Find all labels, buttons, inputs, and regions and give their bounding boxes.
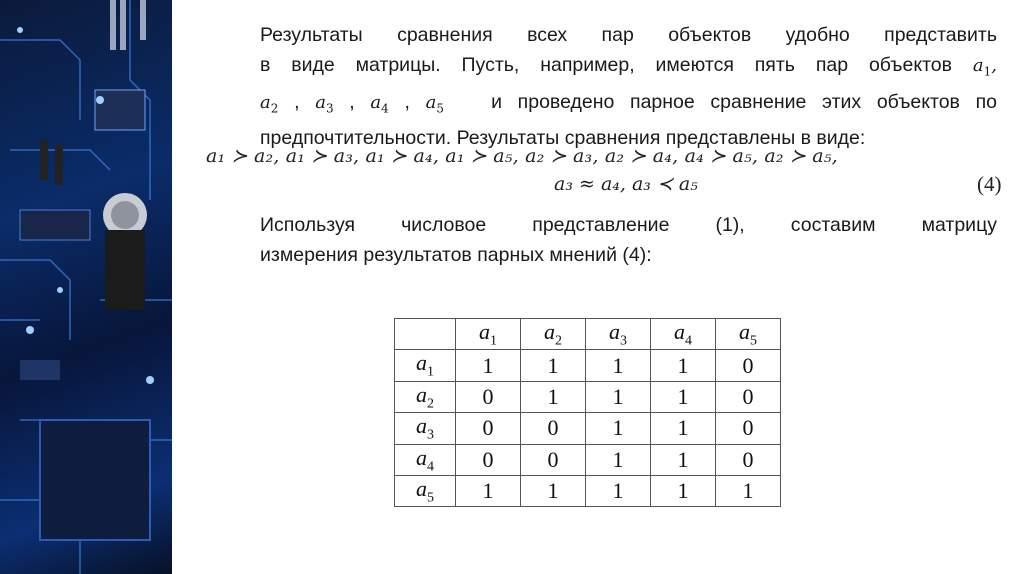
row-header: $a_5$ — [395, 475, 456, 506]
intro-paragraph — [200, 20, 997, 153]
intro-line-2-text: в виде матрицы. Пусть, например, имеются пять пар объектов — [260, 54, 953, 76]
row-header: $a_3$ — [395, 413, 456, 444]
matrix-cell: 1 — [651, 444, 716, 475]
matrix-cell: 1 — [651, 350, 716, 381]
matrix-row — [395, 413, 781, 444]
matrix-row — [395, 475, 781, 506]
matrix-cell: 0 — [456, 413, 521, 444]
matrix-header-row — [395, 319, 781, 350]
matrix-cell: 0 — [716, 381, 781, 412]
matrix-cell: 0 — [716, 350, 781, 381]
matrix-cell: 0 — [521, 444, 586, 475]
formula-line-1: a₁ ≻ a₂, a₁ ≻ a₃, a₁ ≻ a₄, a₁ ≻ a₅, a₂ ≻ a₃, a₂ ≻ a₄, a₄ ≻ a₅, a₂ ≻ a₅, — [206, 145, 838, 167]
row-header: $a_4$ — [395, 444, 456, 475]
matrix-cell: 0 — [716, 413, 781, 444]
matrix-cell: 0 — [456, 381, 521, 412]
matrix-cell: 1 — [651, 413, 716, 444]
circuit-board-image — [0, 0, 172, 574]
matrix-cell: 1 — [521, 381, 586, 412]
row-header: $a_1$ — [395, 350, 456, 381]
matrix-cell: 0 — [716, 444, 781, 475]
matrix-cell: 1 — [651, 381, 716, 412]
intro-line-2: в виде матрицы. Пусть, например, имеются пять пар объектов $a_1$, — [260, 54, 997, 79]
matrix-cell: 1 — [716, 475, 781, 506]
matrix-cell: 1 — [586, 413, 651, 444]
matrix-cell: 1 — [521, 350, 586, 381]
comparison-matrix — [394, 318, 781, 507]
equation-number: (4) — [977, 172, 1002, 196]
matrix-row — [395, 444, 781, 475]
matrix-line-2: измерения результатов парных мнений (4): — [260, 244, 652, 266]
matrix-row — [395, 350, 781, 381]
intro-line-3: $a_2$ , $a_3$ , $a_4$ , $a_5$ и проведено парное сравнение этих объектов по — [260, 90, 998, 116]
matrix-cell: 0 — [521, 413, 586, 444]
circuit-board-graphic — [0, 0, 172, 574]
col-header: $a_3$ — [586, 319, 651, 350]
col-header: $a_1$ — [456, 319, 521, 350]
matrix-cell: 0 — [456, 444, 521, 475]
matrix-row — [395, 381, 781, 412]
intro-line-1: Результаты сравнения всех пар объектов удобно представить — [260, 24, 997, 46]
matrix-cell: 1 — [456, 350, 521, 381]
col-header: $a_2$ — [521, 319, 586, 350]
matrix-cell: 1 — [586, 444, 651, 475]
matrix-cell: 1 — [456, 475, 521, 506]
matrix-paragraph — [200, 210, 997, 270]
matrix-cell: 1 — [651, 475, 716, 506]
row-header: $a_2$ — [395, 381, 456, 412]
matrix-line-1: Используя числовое представление (1), составим матрицу — [260, 214, 997, 236]
matrix-cell: 1 — [586, 350, 651, 381]
formula-line-2: a₃ ≈ a₄, a₃ ≺ a₅ — [554, 173, 698, 195]
intro-line-4: предпочтительности. Результаты сравнения представлены в виде: — [260, 127, 866, 150]
col-header: $a_4$ — [651, 319, 716, 350]
matrix-cell: 1 — [521, 475, 586, 506]
matrix-cell: 1 — [586, 475, 651, 506]
intro-line-3-text: и проведено парное сравнение этих объектов по — [491, 90, 998, 113]
col-header: $a_5$ — [716, 319, 781, 350]
matrix-cell: 1 — [586, 381, 651, 412]
matrix-corner-cell — [395, 319, 456, 350]
